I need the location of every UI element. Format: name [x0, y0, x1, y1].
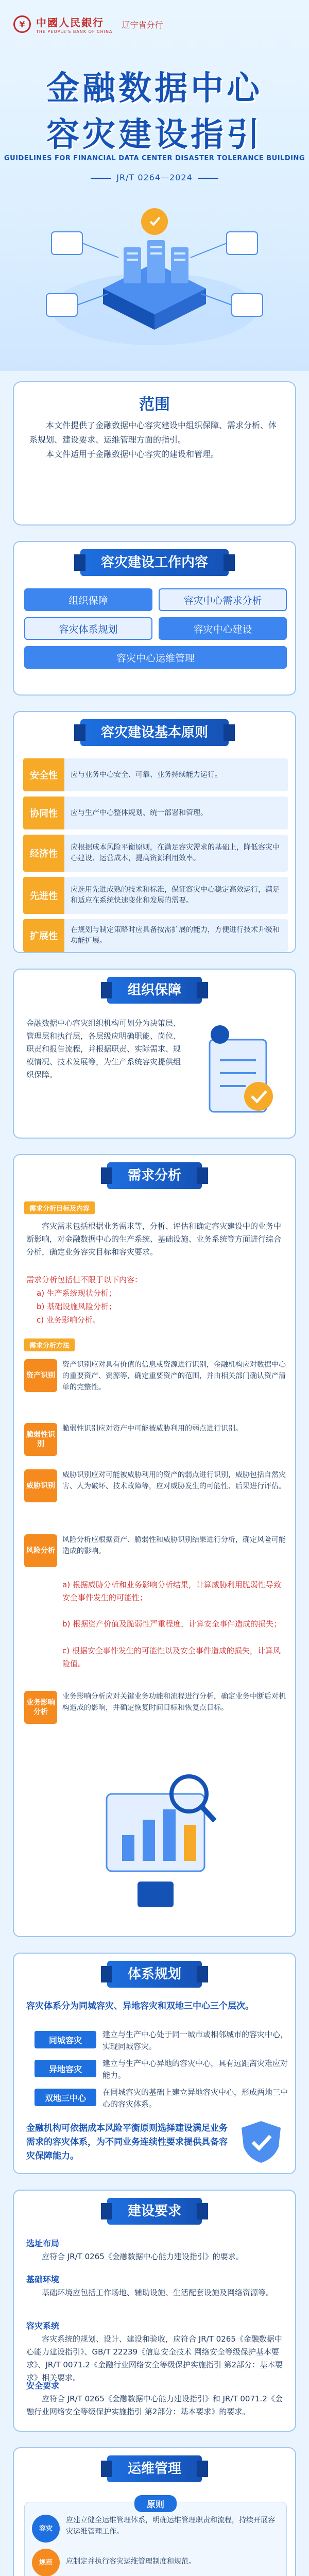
risk-bullet: b) 根据资产价值及脆弱性严重程度，计算安全事件造成的损失； — [62, 1619, 282, 1629]
branch-name: 辽宁省分行 — [122, 20, 163, 30]
method-step-text: 资产识别应对具有价值的信息或资源进行识别，金融机构应对数据中心的重要资产、资源等，确定重要资产的范围，并由相关部门确认资产清单的完整性。 — [62, 1361, 286, 1392]
needs-list-item: b) 基础设施风险分析； — [37, 1302, 117, 1311]
method-step — [24, 1691, 287, 1724]
contents-item: 组织保障 — [24, 588, 152, 611]
principle-value: 应与业务中心安全、可靠、业务持续能力运行。 — [64, 758, 288, 791]
contents-chips — [24, 588, 287, 669]
risk-bullet: c) 根据安全事件发生的可能性以及安全事件造成的损失，计算风险值。 — [62, 1646, 281, 1668]
build-sub-security: 安全要求 — [26, 2381, 60, 2391]
build-sub-site: 选址布局 — [26, 2239, 60, 2248]
principle-value: 应根据成本风险平衡原则，在满足容灾需求的基础上，降低容灾中心建设、运营成本，提高资源利用效率。 — [64, 835, 288, 872]
page-title-en: GUIDELINES FOR FINANCIAL DATA CENTER DISASTER TOLERANCE BUILDING — [4, 155, 305, 162]
standard-number: JR/T 0264—2024 — [0, 173, 309, 182]
plan-level-key: 同城容灾 — [35, 2031, 96, 2048]
plan-level-text: 在同城容灾的基础上建立异地容灾中心，形成两地三中心的容灾体系。 — [102, 2088, 288, 2109]
plan-level-text: 建立与生产中心异地的容灾中心，具有远距离灾难应对能力。 — [102, 2059, 288, 2080]
method-step-text: 业务影响分析应对关键业务功能和流程进行分析，确定业务中断后对机构造成的影响，并确定恢复时间目标和恢复点目标。 — [62, 1692, 286, 1712]
method-step-key: 业务影响分析 — [24, 1691, 57, 1724]
build-sub-system: 容灾系统 — [26, 2321, 60, 2331]
shield-icon — [235, 2119, 287, 2165]
ops-principle-text: 应建立健全运维管理体系，明确运维管理职责和流程，持续开展容灾运维管理工作。 — [66, 2516, 275, 2536]
method-step-key: 风险分析 — [24, 1534, 57, 1567]
method-step — [24, 1359, 287, 1393]
needs-paragraph-1: 容灾需求包括根据业务需求等，分析、评估和确定容灾建设中的业务中断影响，对金融数据中心的生产系统、基础设施、业务系统等方面进行综合分析，确定业务容灾目标和容灾要求。 — [26, 1222, 282, 1257]
build-system-text: 容灾系统的规划、设计、建设和验收，应符合 JR/T 0265《金融数据中心能力建设指引》、GB/T 22239《信息安全技术 网络安全等级保护基本要求》、JR/T 0071.2《金融行业网络安全等级保护实施指引 第2部分：基本要求》相关要求。 — [26, 2334, 283, 2382]
ops-principles-box — [24, 2502, 287, 2576]
method-step-text: 风险分析应根据资产、脆弱性和威胁识别结果进行分析，确定风险可能造成的影响。 — [62, 1536, 286, 1555]
bank-logo-row — [13, 14, 163, 34]
method-step-key: 威胁识别 — [24, 1469, 57, 1502]
contents-item: 容灾中心建设 — [159, 617, 287, 640]
contents-item: 容灾中心需求分析 — [159, 588, 287, 611]
build-env-text: 基础环境应包括工作场地、辅助设施、生活配套设施及网络资源等。 — [42, 2288, 274, 2297]
ops-principle-text: 应制定并执行容灾运维管理制度和规范。 — [66, 2557, 196, 2566]
ops-principles-heading: 原则 — [134, 2495, 177, 2512]
plan-title: 体系规划 — [107, 1961, 202, 1988]
principle-value: 在规划与制定策略时应具备按需扩展的能力，方便进行技术升级和功能扩展。 — [64, 919, 288, 952]
bank-name-block — [36, 14, 112, 34]
method-step-text: 脆弱性识别应对资产中可能被威胁利用的弱点进行识别。 — [62, 1425, 243, 1433]
contents-section — [13, 541, 296, 696]
principle-key: 扩展性 — [23, 919, 64, 952]
contents-item: 容灾体系规划 — [24, 617, 152, 640]
bank-name-cn: 中國人民銀行 — [36, 16, 104, 29]
principle-key: 协同性 — [23, 796, 64, 829]
build-site-text: 应符合 JR/T 0265《金融数据中心能力建设指引》的要求。 — [42, 2252, 244, 2261]
org-title: 组织保障 — [107, 977, 202, 1004]
risk-bullet: a) 根据威胁分析和业务影响分析结果，计算威胁利用脆弱性导致安全事件发生的可能性； — [62, 1580, 281, 1602]
method-step-key: 资产识别 — [24, 1359, 57, 1392]
principle-row — [23, 796, 288, 829]
needs-list-item: a) 生产系统现状分析； — [37, 1289, 116, 1298]
needs-list-item: c) 业务影响分析。 — [37, 1315, 100, 1325]
principle-key: 先进性 — [23, 877, 64, 914]
plan-section — [13, 1953, 296, 2174]
org-text: 金融数据中心容灾组织机构可划分为决策层、管理层和执行层，各层级应明确职能、岗位、职责和报告流程，并根据职责、实际需求、规模情况、技术发展等，为生产系统容灾提供组织保障。 — [26, 1019, 181, 1079]
principle-key: 安全性 — [23, 758, 64, 791]
plan-level-key: 异地容灾 — [35, 2060, 96, 2077]
needs-subtitle-1 — [24, 1201, 95, 1214]
method-step-text: 威胁识别应对可能被威胁利用的资产的弱点进行识别，威胁包括自然灾害、人为破坏、技术故障等，应对威胁发生的可能性、后果进行评估。 — [62, 1471, 286, 1490]
ops-section — [13, 2447, 296, 2576]
method-step-key: 脆弱性识别 — [24, 1423, 57, 1456]
scope-title: 范围 — [139, 396, 170, 414]
scope-paragraph-1: 本文件提供了金融数据中心容灾建设中组织保障、需求分析、体系规划、建设要求、运维管理方面的指引。 — [29, 420, 277, 445]
principle-row — [23, 758, 288, 791]
principles-title: 容灾建设基本原则 — [80, 719, 229, 746]
needs-title: 需求分析 — [107, 1162, 202, 1189]
plan-note: 金融机构可依据成本风险平衡原则选择建设满足业务需求的容灾体系，为不同业务连续性要求提供具备容灾保障能力。 — [26, 2123, 228, 2161]
principle-value: 应选用先进成熟的技术和标准，保证容灾中心稳定高效运行，满足和适应在系统快速变化和发展的需要。 — [64, 877, 288, 914]
needs-subtitle-2 — [24, 1338, 75, 1351]
method-step — [24, 1423, 287, 1456]
principle-row — [23, 919, 288, 952]
page-header — [0, 0, 309, 371]
build-title: 建设要求 — [107, 2198, 202, 2225]
needs-list-intro: 需求分析包括但不限于以下内容： — [26, 1275, 143, 1284]
build-sub-env: 基础环境 — [26, 2275, 60, 2284]
bank-name-en: THE PEOPLE'S BANK OF CHINA — [36, 29, 113, 34]
contents-title: 容灾建设工作内容 — [80, 549, 229, 576]
ops-principle-key: 规范 — [32, 2549, 60, 2576]
principle-key: 经济性 — [23, 835, 64, 872]
build-section — [13, 2190, 296, 2432]
ops-principle-key: 容灾 — [32, 2515, 60, 2543]
page-title-line2: 容灾建设指引 — [46, 116, 263, 154]
principle-row — [23, 877, 288, 914]
bank-seal-icon: ¥ — [13, 15, 31, 33]
org-section — [13, 969, 296, 1139]
principles-section — [13, 711, 296, 953]
build-security-text: 应符合 JR/T 0265《金融数据中心能力建设指引》和 JR/T 0071.2《金融行业网络安全等级保护实施指引 第2部分：基本要求》的要求。 — [26, 2394, 283, 2416]
ops-title: 运维管理 — [107, 2455, 202, 2482]
needs-subtitle-2-label: 需求分析方法 — [24, 1338, 75, 1351]
data-center-illustration — [31, 191, 278, 361]
principle-row — [23, 835, 288, 872]
scope-section — [13, 381, 296, 526]
needs-subtitle-1-label: 需求分析目标及内容 — [24, 1201, 95, 1214]
analysis-illustration — [91, 1763, 220, 1918]
principle-value: 应与生产中心整体规划、统一部署和管理。 — [64, 796, 288, 829]
plan-level-key: 双地三中心 — [35, 2089, 96, 2106]
method-step — [24, 1469, 287, 1502]
method-step — [24, 1534, 287, 1567]
scope-paragraph-2: 本文件适用于金融数据中心容灾的建设和管理。 — [46, 449, 219, 459]
contents-item: 容灾中心运维管理 — [24, 646, 287, 669]
needs-section — [13, 1154, 296, 1937]
plan-level-text: 建立与生产中心处于同一城市或相邻城市的容灾中心，实现同城容灾。 — [102, 2030, 288, 2051]
page-title-line1: 金融数据中心 — [46, 70, 263, 108]
organization-illustration — [194, 1019, 282, 1122]
plan-lead: 容灾体系分为同城容灾、异地容灾和双地三中心三个层次。 — [26, 2001, 254, 2011]
